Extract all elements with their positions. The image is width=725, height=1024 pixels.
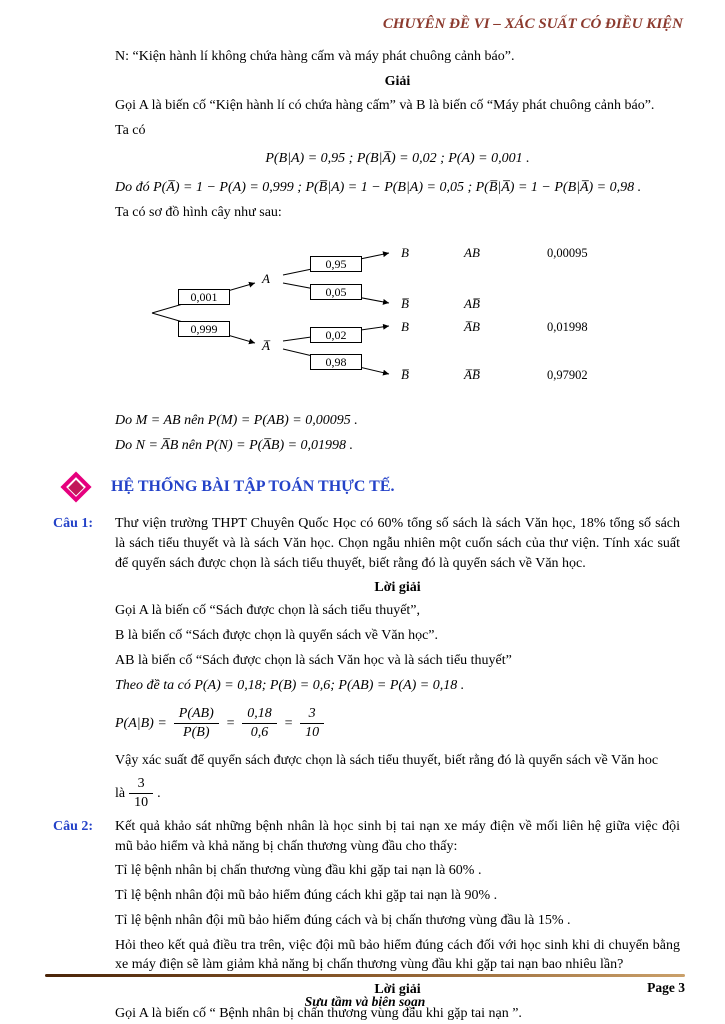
formula-1: P(B|A) = 0,95 ; P(B|A̅) = 0,02 ; P(A) = 0,001 . bbox=[265, 150, 530, 166]
statement-n: N: “Kiện hành lí không chứa hàng cấm và máy phát chuông cảnh báo”. bbox=[115, 49, 515, 64]
fraction-3 bbox=[300, 706, 324, 741]
tree-intro: Ta có sơ đồ hình cây như sau: bbox=[115, 205, 282, 221]
cau1-fraction-formula bbox=[115, 706, 680, 741]
diamond-icon-inner bbox=[68, 479, 84, 495]
tree-value-3: 0,01998 bbox=[547, 320, 588, 335]
document-header-title: CHUYÊN ĐỀ VI – XÁC SUẤT CÓ ĐIỀU KIỆN bbox=[382, 16, 683, 32]
fraction-lhs: P(A|B) = bbox=[115, 715, 167, 731]
question-2-label: Câu 2: bbox=[53, 819, 94, 835]
question-1-label: Câu 1: bbox=[53, 515, 94, 531]
equals-sign: = bbox=[283, 715, 294, 731]
tree-outcome-3: A̅B bbox=[464, 319, 480, 335]
question-1-text: Thư viện trường THPT Chuyên Quốc Học có 60% tổng số sách là sách Văn học, 18% tổng số sách là sách tiểu thuyết và là sách Văn học. Chọn ngẫu nhiên một cuốn sách của thư viện. Tính xác suất để quyển sách được chọn là sách tiểu thuyết, biết rằng đó là quyển sách về Văn học. bbox=[115, 515, 680, 571]
tree-value-1: 0,00095 bbox=[547, 246, 588, 261]
question-2 bbox=[53, 817, 680, 857]
cau1-line2: B là biến cố “Sách được chọn là quyển sách về Văn học”. bbox=[115, 628, 439, 644]
footer-divider bbox=[45, 974, 685, 977]
cau2-line3: Tỉ lệ bệnh nhân đội mũ bảo hiểm đúng cách và bị chấn thương vùng đầu là 15% . bbox=[115, 912, 571, 928]
tree-prob-box-a: 0,001 bbox=[178, 289, 230, 305]
tree-leaf-4: B̅ bbox=[401, 367, 409, 383]
intro-ta-co: Ta có bbox=[115, 122, 146, 138]
tree-leaf-3: B bbox=[401, 319, 409, 335]
giai-heading: Giải bbox=[384, 73, 411, 89]
tree-outcome-1: AB bbox=[464, 245, 480, 261]
conclusion-fraction-numerator: 3 bbox=[137, 775, 145, 791]
question-2-para1: Kết quả khảo sát những bệnh nhân là học sinh bị tai nạn xe máy điện về mối liên hệ giữa việc đội mũ bảo hiểm và khả năng bị chấn thương vùng đầu cho thấy: bbox=[115, 819, 680, 854]
cau2-line4: Gọi A là biến cố “ Bệnh nhân bị chấn thương vùng đầu khi gặp tai nạn ”. bbox=[115, 1006, 522, 1022]
tree-outcome-4: A̅B̅ bbox=[464, 367, 480, 383]
section-heading-row bbox=[55, 470, 680, 504]
conclusion-n: Do N = A̅B nên P(N) = P(A̅B) = 0,01998 . bbox=[115, 438, 354, 453]
conclusion-m: Do M = AB nên P(M) = P(AB) = 0,00095 . bbox=[115, 413, 358, 429]
tree-prob-box-095: 0,95 bbox=[310, 256, 362, 272]
fraction-2-numerator: 0,18 bbox=[247, 705, 272, 721]
tree-leaf-2: B̅ bbox=[401, 296, 409, 312]
conclusion-fraction-denominator: 10 bbox=[129, 793, 153, 811]
tree-prob-box-098: 0,98 bbox=[310, 354, 362, 370]
diamond-icon bbox=[60, 471, 91, 502]
fraction-2 bbox=[242, 706, 277, 741]
fraction-3-denominator: 10 bbox=[300, 723, 324, 741]
cau2-line2: Tỉ lệ bệnh nhân đội mũ bảo hiểm đúng cách khi gặp tai nạn là 90% . bbox=[115, 887, 498, 903]
fraction-1-denominator: P(B) bbox=[174, 723, 219, 741]
cau1-line4: Theo đề ta có P(A) = 0,18; P(B) = 0,6; P(AB) = P(A) = 0,18 . bbox=[115, 678, 465, 693]
tree-prob-box-abar: 0,999 bbox=[178, 321, 230, 337]
page-footer bbox=[45, 974, 685, 1010]
tree-value-4: 0,97902 bbox=[547, 368, 588, 383]
tree-prob-box-005: 0,05 bbox=[310, 284, 362, 300]
question-1 bbox=[53, 514, 680, 574]
cau2-line1: Tỉ lệ bệnh nhân bị chấn thương vùng đầu khi gặp tai nạn là 60% . bbox=[115, 862, 482, 878]
cau1-line3: AB là biến cố “Sách được chọn là sách Văn học và là sách tiểu thuyết” bbox=[115, 653, 512, 669]
tree-prob-box-002: 0,02 bbox=[310, 327, 362, 343]
fraction-1 bbox=[174, 706, 219, 741]
page-number: Page 3 bbox=[647, 980, 685, 995]
section-title: HỆ THỐNG BÀI TẬP TOÁN THỰC TẾ. bbox=[111, 477, 395, 495]
cau1-line1: Gọi A là biến cố “Sách được chọn là sách tiểu thuyết”, bbox=[115, 603, 421, 619]
formula-2: Do đó P(A̅) = 1 − P(A) = 0,999 ; P(B̅|A) = 1 − P(B|A) = 0,05 ; P(B̅|A̅) = 1 − P(B|A̅) = 0,98 . bbox=[115, 180, 642, 196]
cau2-para2: Hỏi theo kết quả điều tra trên, việc đội mũ bảo hiểm đúng cách đối với học sinh khi di chuyển bằng xe máy điện sẽ làm giảm khả năng bị chấn thương vùng đầu khi gặp tai nạn bao nhiêu lần? bbox=[115, 937, 680, 973]
fraction-3-numerator: 3 bbox=[308, 705, 316, 721]
footer-credit: Sưu tầm và biên soạn bbox=[304, 994, 426, 1009]
conclusion-fraction bbox=[129, 776, 153, 811]
tree-outcome-2: AB̅ bbox=[464, 296, 480, 312]
document-body bbox=[0, 33, 725, 1024]
cau1-conclusion: Vậy xác suất để quyển sách được chọn là sách tiểu thuyết, biết rằng đó là quyển sách về Văn hoc bbox=[115, 753, 659, 769]
tree-node-abar: A̅ bbox=[262, 338, 270, 354]
intro-goi-line: Gọi A là biến cố “Kiện hành lí có chứa hàng cấm” và B là biến cố “Máy phát chuông cảnh báo”. bbox=[115, 97, 655, 113]
tree-node-a: A bbox=[262, 271, 270, 287]
fraction-2-denominator: 0,6 bbox=[242, 723, 277, 741]
probability-tree-diagram bbox=[117, 229, 679, 401]
fraction-1-numerator: P(AB) bbox=[178, 705, 214, 721]
conclusion-la: là bbox=[115, 785, 126, 801]
cau1-conclusion-fraction-row bbox=[115, 776, 680, 811]
loi-giai-2: Lời giải bbox=[374, 982, 421, 998]
loi-giai-1: Lời giải bbox=[374, 579, 421, 595]
equals-sign: = bbox=[225, 715, 236, 731]
tree-lines bbox=[117, 229, 679, 401]
conclusion-period: . bbox=[157, 785, 161, 801]
tree-leaf-1: B bbox=[401, 245, 409, 261]
